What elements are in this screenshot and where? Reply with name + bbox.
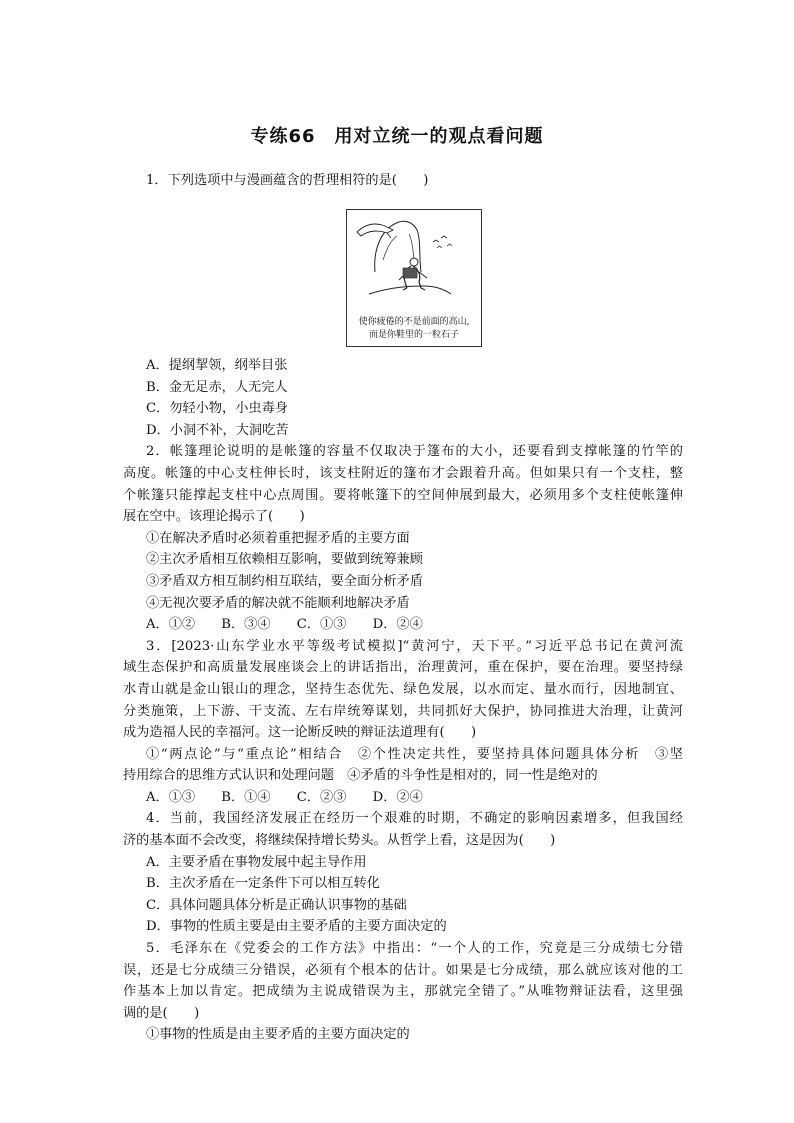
q3-text: 3．[2023·山东学业水平等级考试模拟]“黄河宁，天下平。”习近平总书记在黄河流 bbox=[146, 638, 683, 654]
cartoon-image bbox=[346, 209, 482, 347]
choice: A．①③ bbox=[146, 789, 196, 805]
q2-item: ③矛盾双方相互制约相互联结，要全面分析矛盾 bbox=[146, 573, 423, 589]
choice: B．③④ bbox=[221, 617, 271, 633]
q1-stem: 1．下列选项中与漫画蕴含的哲理相符的是( ) bbox=[146, 173, 429, 188]
q2-text: 个帐篷只能撑起支柱中心点周围。要将帐篷下的空间伸展到最大，必须用多个支柱使帐篷伸 bbox=[123, 487, 683, 503]
cartoon-caption bbox=[347, 316, 481, 341]
choice: C．①③ bbox=[296, 617, 347, 633]
choice: D．②④ bbox=[372, 789, 423, 805]
q5-text: 调的是( ) bbox=[123, 1005, 200, 1021]
option: D．小洞不补，大洞吃苦 bbox=[146, 422, 289, 438]
option: C．勿轻小物，小虫毒身 bbox=[146, 401, 288, 417]
option: B．主次矛盾在一定条件下可以相互转化 bbox=[146, 876, 380, 892]
q2-item: ④无视次要矛盾的解决就不能顺利地解决矛盾 bbox=[146, 595, 410, 611]
q5-text: 作基本上加以肯定。把成绩为主说成错误为主，那就完全错了。”从唯物辩证法看，这里强 bbox=[123, 984, 683, 1000]
cartoon-drawing bbox=[347, 210, 481, 314]
q3-choices bbox=[123, 787, 683, 809]
caption-line: 而是你鞋里的一粒石子 bbox=[368, 329, 459, 340]
q3-item: 持用综合的思维方式认识和处理问题 ④矛盾的斗争性是相对的，同一性是绝对的 bbox=[123, 768, 598, 784]
option: B．金无足赤，人无完人 bbox=[146, 379, 288, 395]
q3-text: 水青山就是金山银山的理念，坚持生态优先、绿色发展，以水而定、量水而行，因地制宜、 bbox=[123, 681, 683, 697]
choice: B．①④ bbox=[221, 789, 271, 805]
question-1 bbox=[123, 170, 683, 192]
option: A．主要矛盾在事物发展中起主导作用 bbox=[146, 854, 367, 870]
option: A．提纲挈领，纲举目张 bbox=[146, 358, 288, 373]
q2-text: 2．帐篷理论说明的是帐篷的容量不仅取决于篷布的大小，还要看到支撑帐篷的竹竿的 bbox=[146, 444, 683, 460]
choice: A．①② bbox=[146, 617, 196, 633]
q3-item: ①“两点论”与“重点论”相结合 ②个性决定共性，要坚持具体问题具体分析 ③坚 bbox=[146, 746, 683, 762]
q2-text: 高度。帐篷的中心支柱伸长时，该支柱附近的篷布才会跟着升高。但如果只有一个支柱，整 bbox=[123, 465, 683, 481]
q2-choices bbox=[123, 614, 683, 636]
choice: D．②④ bbox=[372, 617, 423, 633]
q2-text: 展在空中。该理论揭示了( ) bbox=[123, 509, 305, 525]
q3-text: 成为造福人民的幸福河。这一论断反映的辩证法道理有( ) bbox=[123, 725, 477, 741]
q5-text: 误，还是七分成绩三分错误，必须有个根本的估计。如果是七分成绩，那么就应该对他的工 bbox=[123, 962, 683, 978]
q4-text: 4．当前，我国经济发展正在经历一个艰难的时期，不确定的影响因素增多，但我国经 bbox=[146, 811, 683, 827]
q2-item: ①在解决矛盾时必须着重把握矛盾的主要方面 bbox=[146, 530, 410, 546]
q2-item: ②主次矛盾相互依赖相互影响，要做到统筹兼顾 bbox=[146, 552, 423, 568]
q5-text: 5．毛泽东在《党委会的工作方法》中指出：“一个人的工作，究竟是三分成绩七分错 bbox=[146, 941, 683, 957]
option: C．具体问题具体分析是正确认识事物的基础 bbox=[146, 897, 407, 913]
q5-item: ①事物的性质是由主要矛盾的主要方面决定的 bbox=[146, 1027, 410, 1043]
answers-block bbox=[123, 355, 683, 1046]
q3-text: 分类施策，上下游、干支流、左右岸统筹谋划，共同抓好大保护，协同推进大治理，让黄河 bbox=[123, 703, 683, 719]
option: D．事物的性质主要是由主要矛盾的主要方面决定的 bbox=[146, 919, 447, 935]
page-title: 专练66 用对立统一的观点看问题 bbox=[250, 126, 544, 147]
caption-line: 使你疲倦的不是前面的高山, bbox=[358, 317, 470, 327]
q3-text: 域生态保护和高质量发展座谈会上的讲话指出，治理黄河，重在保护，要在治理。要坚持绿 bbox=[123, 660, 683, 676]
q4-text: 济的基本面不会改变，将继续保持增长势头。从哲学上看，这是因为( ) bbox=[123, 833, 556, 849]
choice: C．②③ bbox=[296, 789, 347, 805]
